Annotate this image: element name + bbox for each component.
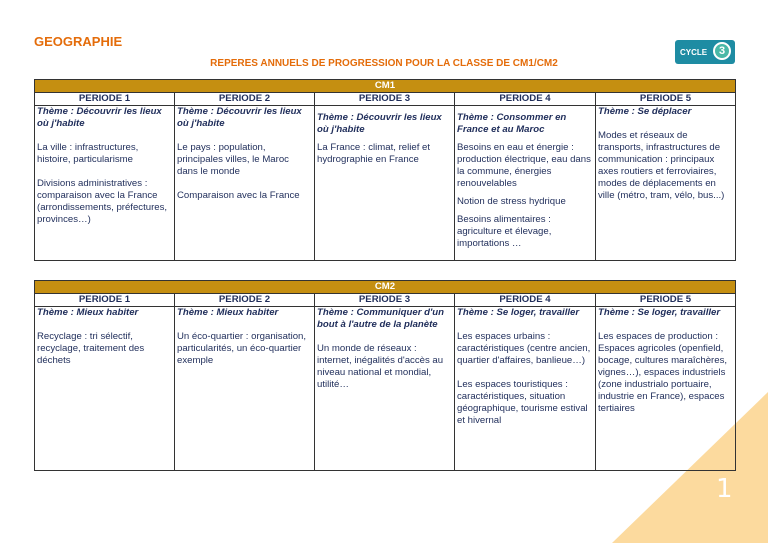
cycle-badge xyxy=(675,40,735,64)
cm2-period-2-cell xyxy=(175,307,315,471)
cm1-p5-text-1: Modes et réseaux de transports, infrastructures de communication : principaux axes routiers et ferroviaires, modes de déplacements en ville (métro, tram, vélo, bus...) xyxy=(598,130,725,201)
cm2-p4-text-2: Les espaces touristiques : caractéristiques, situation géographique, tourisme estival et hivernal xyxy=(457,379,588,426)
cm2-p5-theme: Thème : Se loger, travailler xyxy=(598,307,721,318)
period-header: PERIODE 5 xyxy=(596,93,736,106)
cm2-p2-text-1: Un éco-quartier : organisation, particularités, un éco-quartier exemple xyxy=(177,331,307,366)
cycle-number: 3 xyxy=(713,42,731,60)
cm2-table xyxy=(34,280,736,471)
cm1-p1-theme: Thème : Découvrir les lieux où j'habite xyxy=(37,106,162,129)
cm2-period-3-cell xyxy=(315,307,455,471)
cm2-band-row xyxy=(35,281,736,294)
cm1-p5-theme: Thème : Se déplacer xyxy=(598,106,692,117)
cm2-band-label: CM2 xyxy=(35,281,736,294)
period-header: PERIODE 5 xyxy=(596,294,736,307)
cm2-p3-theme: Thème : Communiquer d'un bout à l'autre de la planète xyxy=(317,307,445,330)
cm1-band-row xyxy=(35,80,736,93)
period-header: PERIODE 3 xyxy=(315,294,455,307)
cm2-p4-text-1: Les espaces urbains : caractéristiques (centre ancien, quartier d'affaires, banlieue…) xyxy=(457,331,591,366)
page-subtitle: REPERES ANNUELS DE PROGRESSION POUR LA CLASSE DE CM1/CM2 xyxy=(210,58,558,69)
cm2-period-header-row xyxy=(35,294,736,307)
cm1-p4-text-2: Notion de stress hydrique xyxy=(457,196,566,207)
cm1-p4-text-1: Besoins en eau et énergie : production électrique, eau dans la commune, énergies renouvelables xyxy=(457,142,591,189)
page-title: GEOGRAPHIE xyxy=(34,34,123,49)
cm2-p1-text-1: Recyclage : tri sélectif, recyclage, traitement des déchets xyxy=(37,331,145,366)
page-number: 1 xyxy=(716,474,733,504)
cm2-p5-text-2: Espaces agricoles (openfield, bocage, cultures maraîchères, vignes…), espaces industriels (zone industrialo portuaire, industrie en France), espaces tertiaires xyxy=(598,343,728,414)
cm1-p2-text-2: Comparaison avec la France xyxy=(177,190,300,201)
cm1-content-row xyxy=(35,106,736,261)
period-header: PERIODE 1 xyxy=(35,294,175,307)
period-header: PERIODE 2 xyxy=(175,294,315,307)
cm1-period-header-row xyxy=(35,93,736,106)
cm1-period-4-cell xyxy=(455,106,596,261)
cm1-p2-text-1: Le pays : population, principales villes, le Maroc dans le monde xyxy=(177,142,289,177)
period-header: PERIODE 4 xyxy=(455,93,596,106)
cm1-p3-text-1: La France : climat, relief et hydrographie en France xyxy=(317,142,431,165)
cm2-p3-text-1: Un monde de réseaux : internet, inégalités d'accès au niveau national et mondial, utilité… xyxy=(317,343,444,390)
cm1-period-5-cell xyxy=(596,106,736,261)
cm1-table xyxy=(34,79,736,261)
period-header: PERIODE 3 xyxy=(315,93,455,106)
cm1-p1-text-1: La ville : infrastructures, histoire, particularisme xyxy=(37,142,139,165)
period-header: PERIODE 4 xyxy=(455,294,596,307)
cm1-period-1-cell xyxy=(35,106,175,261)
cm2-period-4-cell xyxy=(455,307,596,471)
cm1-p1-text-2: Divisions administratives : comparaison avec la France (arrondissements, préfectures, provinces…) xyxy=(37,178,168,225)
cm2-p4-theme: Thème : Se loger, travailler xyxy=(457,307,580,318)
cm2-p1-theme: Thème : Mieux habiter xyxy=(37,307,139,318)
cm2-p2-theme: Thème : Mieux habiter xyxy=(177,307,279,318)
cm1-period-2-cell xyxy=(175,106,315,261)
period-header: PERIODE 1 xyxy=(35,93,175,106)
cm2-period-5-cell xyxy=(596,307,736,471)
cycle-label: CYCLE xyxy=(680,47,708,57)
cm1-p3-theme: Thème : Découvrir les lieux où j'habite xyxy=(317,112,442,135)
cm2-content-row xyxy=(35,307,736,471)
cm1-p2-theme: Thème : Découvrir les lieux où j'habite xyxy=(177,106,302,129)
cm2-period-1-cell xyxy=(35,307,175,471)
cm2-p5-text-1: Les espaces de production : xyxy=(598,331,719,342)
cm1-p4-theme: Thème : Consommer en France et au Maroc xyxy=(457,112,567,135)
cm1-period-3-cell xyxy=(315,106,455,261)
period-header: PERIODE 2 xyxy=(175,93,315,106)
cm1-band-label: CM1 xyxy=(35,80,736,93)
cm1-p4-text-3: Besoins alimentaires : agriculture et élevage, importations … xyxy=(457,214,552,249)
